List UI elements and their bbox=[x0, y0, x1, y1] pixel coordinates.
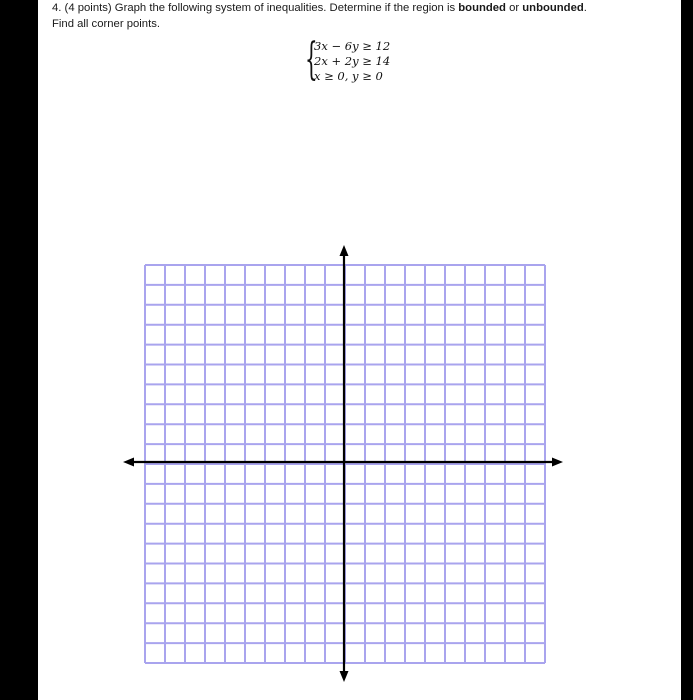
sentence-period: . bbox=[583, 2, 587, 14]
y-axis-top-arrow bbox=[340, 245, 349, 256]
x-axis-right-arrow bbox=[552, 458, 563, 467]
or-word: or bbox=[509, 2, 520, 14]
bounded-keyword: bounded bbox=[458, 2, 506, 14]
inequality-2: 2x + 2y ≥ 14 bbox=[314, 54, 391, 68]
unbounded-keyword: unbounded bbox=[522, 2, 584, 14]
inequality-1: 3x − 6y ≥ 12 bbox=[314, 39, 391, 53]
x-axis-left-arrow bbox=[123, 458, 134, 467]
y-axis-bottom-arrow bbox=[340, 671, 349, 682]
left-brace: { bbox=[305, 34, 318, 85]
inequality-3: x ≥ 0, y ≥ 0 bbox=[314, 69, 383, 83]
problem-instruction: Find all corner points. bbox=[52, 17, 160, 30]
problem-intro: 4. (4 points) Graph the following system of inequalities. Determine if the region is bbox=[52, 2, 456, 14]
